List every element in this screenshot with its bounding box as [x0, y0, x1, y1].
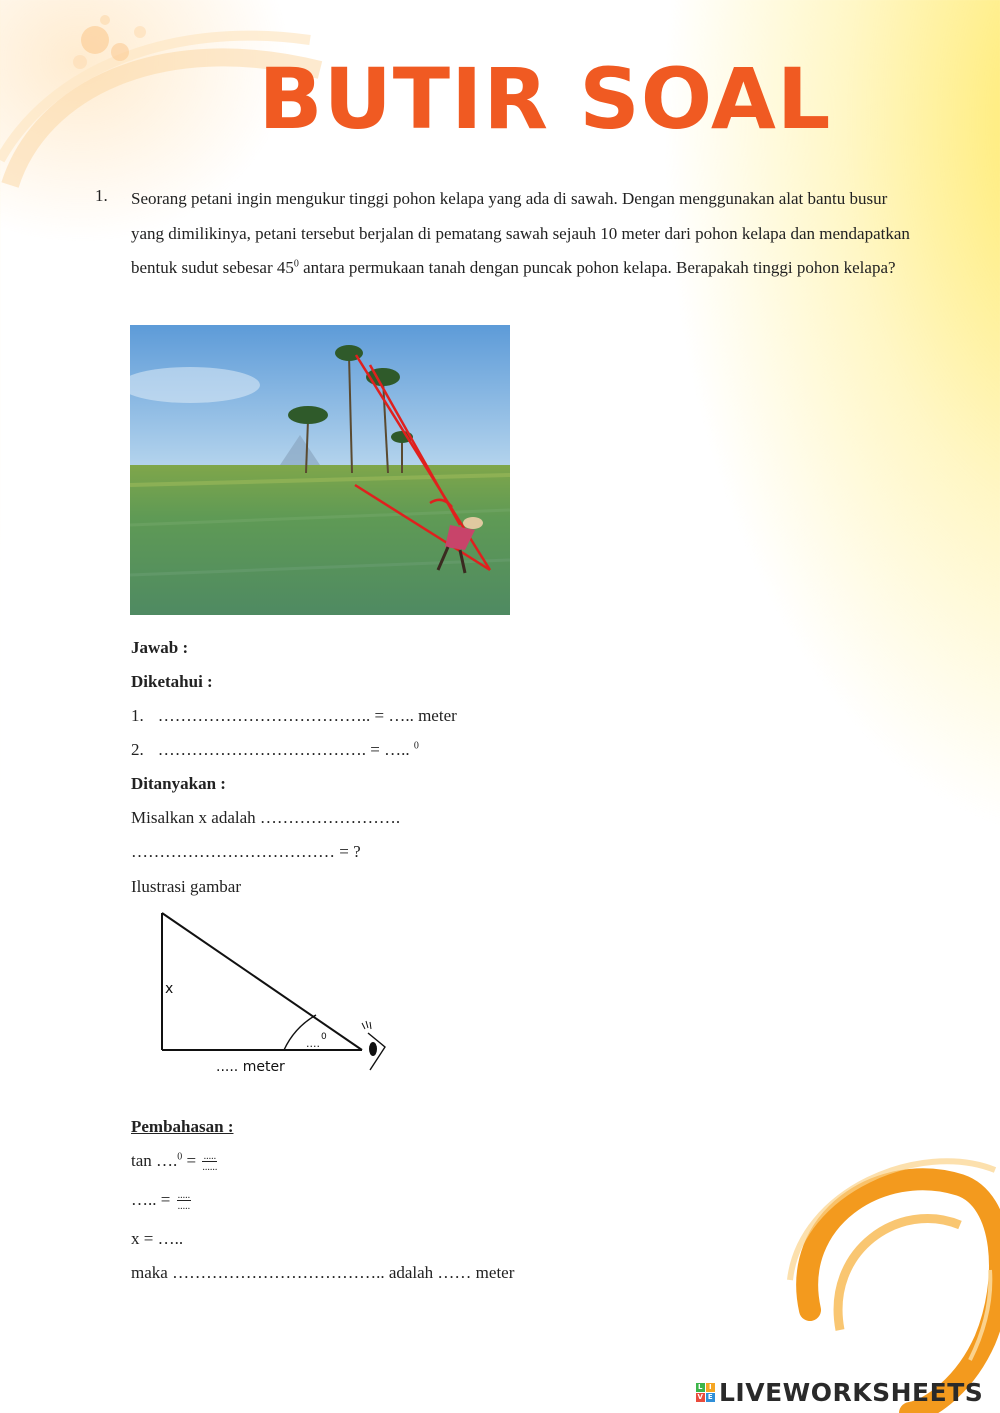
known-item-2-sup: 0 — [413, 740, 419, 752]
logo-text: LIVEWORKSHEETS — [719, 1378, 984, 1407]
unknown-line: ……………………………… = ? — [131, 842, 361, 861]
eye-icon — [362, 1021, 385, 1070]
question-text-part1: Seorang petani ingin mengukur tinggi pohon kelapa yang ada di sawah. Dengan menggunakan alat bantu busur yang dimilikinya, petani tersebut berjalan di pematang sawah sejauh 10 meter dari pohon kelapa dan mendapatkan bentuk sudut sebesar 45 — [131, 189, 910, 277]
fraction-2-denominator: ..... — [177, 1201, 191, 1213]
tan-degree-sup: 0 — [177, 1151, 183, 1163]
pembahasan-line-1 — [131, 1151, 218, 1174]
pembahasan-line-4: maka ……………………………….. adalah …… meter — [131, 1263, 515, 1282]
known-item-2-text: ………………………………. = ….. — [157, 740, 410, 759]
question-number: 1. — [95, 186, 108, 205]
jawab-label: Jawab : — [131, 638, 189, 657]
degree-superscript: 0 — [293, 258, 299, 270]
angle-label: .... — [306, 1037, 320, 1050]
logo-grid-icon: L I V E — [697, 1383, 714, 1401]
page-title: BUTIR SOAL — [258, 50, 832, 148]
decorative-swirl-bottom-right — [770, 1130, 1000, 1413]
pembahasan-line-3: x = ….. — [131, 1229, 184, 1248]
liveworksheets-logo — [696, 1378, 983, 1407]
known-item-1-number: 1. — [131, 706, 144, 725]
fraction-1 — [202, 1151, 218, 1174]
fraction-1-denominator: ...... — [202, 1162, 218, 1174]
fraction-1-numerator: ..... — [203, 1151, 217, 1163]
tan-expression: tan …. — [131, 1151, 178, 1170]
fraction-2-numerator: ..... — [177, 1190, 191, 1202]
known-item-2 — [131, 740, 419, 760]
line-2-prefix: ….. = — [131, 1190, 175, 1209]
question-text — [131, 182, 911, 286]
known-item-1-text: ……………………………….. = ….. meter — [157, 706, 457, 725]
ditanyakan-label: Ditanyakan : — [131, 774, 226, 793]
base-label: ..... meter — [216, 1059, 285, 1075]
triangle-diagram — [150, 905, 400, 1085]
known-item-1 — [131, 706, 457, 726]
ilustrasi-label: Ilustrasi gambar — [131, 877, 241, 896]
triangle-hypotenuse — [162, 913, 362, 1050]
question-text-part2: antara permukaan tanah dengan puncak pohon kelapa. Berapakah tinggi pohon kelapa? — [298, 258, 896, 277]
rice-field-photo — [130, 325, 510, 615]
pembahasan-label: Pembahasan : — [131, 1117, 234, 1136]
fraction-2 — [177, 1190, 192, 1213]
diketahui-label: Diketahui : — [131, 672, 213, 691]
side-label-x: x — [165, 981, 174, 997]
misalkan-line: Misalkan x adalah ……………………. — [131, 808, 401, 827]
equals-sign: = — [182, 1151, 201, 1170]
angle-degree-sup: 0 — [321, 1032, 327, 1042]
known-item-2-number: 2. — [131, 740, 144, 759]
pembahasan-line-2 — [131, 1190, 191, 1213]
